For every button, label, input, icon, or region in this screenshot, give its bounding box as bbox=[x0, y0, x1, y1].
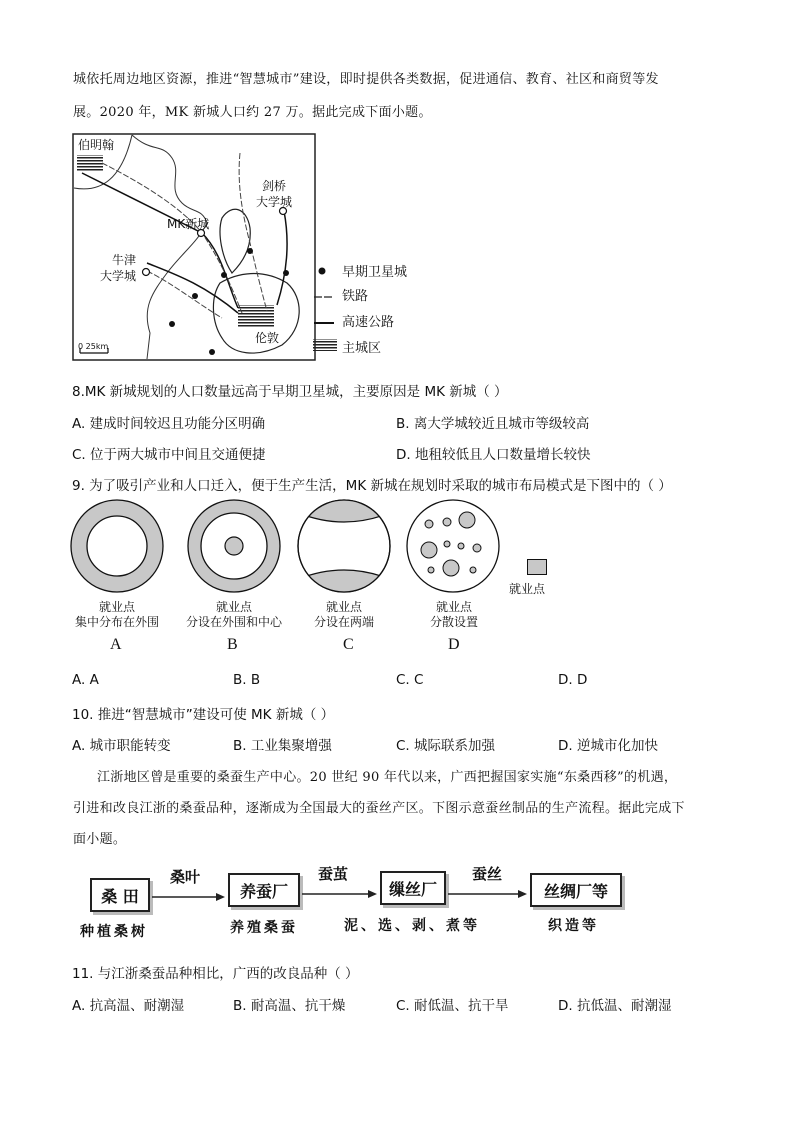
q8-option-d[interactable]: D. 地租较低且人口数量增长较快 bbox=[396, 447, 591, 463]
flow-arrow-label-cocoons: 蚕茧 bbox=[318, 865, 349, 883]
diagram-c-cap1: 就业点 bbox=[325, 600, 362, 614]
legend-main-city-icon bbox=[313, 337, 337, 351]
satellite-town bbox=[247, 248, 253, 254]
q11-option-c[interactable]: C. 耐低温、抗干旱 bbox=[396, 998, 509, 1014]
layout-diagram-d bbox=[405, 498, 501, 594]
layout-diagram-b bbox=[186, 498, 282, 594]
q10-option-d[interactable]: D. 逆城市化加快 bbox=[558, 738, 658, 754]
q10-option-c[interactable]: C. 城际联系加强 bbox=[396, 738, 496, 754]
job-site-legend-icon bbox=[527, 559, 547, 575]
diagram-d-cap2: 分散设置 bbox=[429, 615, 478, 629]
q9-option-d[interactable]: D. D bbox=[558, 672, 588, 688]
q8-option-a[interactable]: A. 建成时间较迟且功能分区明确 bbox=[72, 416, 266, 432]
q8-stem: 8.MK 新城规划的人口数量远高于早期卫星城，主要原因是 MK 新城（ ） bbox=[72, 384, 508, 400]
map-label-cambridge-1: 剑桥 bbox=[262, 179, 287, 193]
satellite-town bbox=[283, 270, 289, 276]
layout-diagram-c bbox=[296, 498, 392, 594]
layout-diagram-a bbox=[69, 498, 165, 594]
q8-option-c[interactable]: C. 位于两大城市中间且交通便捷 bbox=[72, 447, 266, 463]
q9-option-a[interactable]: A. A bbox=[72, 672, 99, 688]
flow-arrow-label-mulberry-leaves: 桑叶 bbox=[170, 868, 201, 886]
london-main-city bbox=[238, 305, 274, 327]
flow-sub-plant-mulberry: 种植桑树 bbox=[80, 924, 148, 940]
q11-option-d[interactable]: D. 抗低温、耐潮湿 bbox=[558, 998, 672, 1014]
q11-option-b[interactable]: B. 耐高温、抗干燥 bbox=[233, 998, 346, 1014]
legend-satellite-label: 早期卫星城 bbox=[342, 265, 408, 280]
q10-option-b[interactable]: B. 工业集聚增强 bbox=[233, 738, 332, 754]
satellite-town bbox=[169, 321, 175, 327]
q8-option-b[interactable]: B. 离大学城较近且城市等级较高 bbox=[396, 416, 590, 432]
passage2-line-1: 江浙地区曾是重要的桑蚕生产中心。20 世纪 90 年代以来，广西把握国家实施“东桑西移”的机遇， bbox=[97, 770, 678, 785]
diagram-b-cap2: 分设在外围和中心 bbox=[185, 615, 282, 629]
flow-sub-weaving: 织造等 bbox=[548, 918, 599, 934]
flow-arrow-3 bbox=[448, 884, 528, 894]
flow-box-silkworm-farm: 养蚕厂 bbox=[228, 873, 300, 907]
q9-option-c[interactable]: C. C bbox=[396, 672, 424, 688]
flow-arrow-label-silk: 蚕丝 bbox=[472, 865, 503, 883]
q11-stem: 11. 与江浙桑蚕品种相比，广西的改良品种（ ） bbox=[72, 966, 359, 982]
legend-railway-label: 铁路 bbox=[342, 289, 369, 304]
satellite-town bbox=[221, 272, 227, 278]
diagram-a-cap2: 集中分布在外围 bbox=[74, 615, 159, 629]
q9-option-b[interactable]: B. B bbox=[233, 672, 261, 688]
diagram-c-letter: C bbox=[343, 636, 354, 653]
map-label-bletchley: 伯明翰 bbox=[78, 138, 115, 152]
flow-sub-raise-silkworms: 养殖桑蚕 bbox=[230, 920, 298, 936]
legend-highway-icon bbox=[313, 313, 335, 323]
legend-highway-label: 高速公路 bbox=[342, 315, 395, 330]
map-frame bbox=[73, 134, 315, 360]
bletchley-main-city bbox=[77, 155, 103, 171]
flow-box-mulberry-field: 桑 田 bbox=[90, 878, 150, 912]
uk-map-svg bbox=[72, 133, 316, 361]
satellite-town bbox=[209, 349, 215, 355]
legend-satellite-icon bbox=[316, 262, 328, 274]
passage2-line-3: 面小题。 bbox=[73, 832, 127, 847]
flow-arrow-2 bbox=[302, 884, 378, 894]
diagram-d-letter: D bbox=[448, 636, 460, 653]
diagram-b-cap1: 就业点 bbox=[215, 600, 252, 614]
q10-option-a[interactable]: A. 城市职能转变 bbox=[72, 738, 171, 754]
q9-stem: 9. 为了吸引产业和人口迁入，便于生产生活，MK 新城在规划时采取的城市布局模式是下图中的（ ） bbox=[72, 478, 672, 494]
map-scale-label: 0 25km bbox=[78, 342, 109, 351]
flow-box-reeling-mill: 缫丝厂 bbox=[380, 871, 446, 905]
intro-line-2: 展。2020 年，MK 新城人口约 27 万。据此完成下面小题。 bbox=[73, 105, 432, 120]
satellite-town bbox=[192, 293, 198, 299]
flow-box-silk-factory: 丝绸厂等 bbox=[530, 873, 622, 907]
q11-option-a[interactable]: A. 抗高温、耐潮湿 bbox=[72, 998, 185, 1014]
diagram-c-cap2: 分设在两端 bbox=[313, 615, 374, 629]
q10-stem: 10. 推进“智慧城市”建设可使 MK 新城（ ） bbox=[72, 707, 335, 723]
legend-railway-icon bbox=[313, 287, 335, 297]
map-label-london: 伦敦 bbox=[255, 331, 280, 345]
diagram-a-cap1: 就业点 bbox=[98, 600, 135, 614]
flow-sub-reeling-steps: 泥、选、剥、煮等 bbox=[344, 918, 480, 934]
passage2-line-2: 引进和改良江浙的桑蚕品种，逐渐成为全国最大的蚕丝产区。下图示意蚕丝制品的生产流程。据此完成下 bbox=[73, 801, 685, 816]
legend-main-city-label: 主城区 bbox=[342, 341, 382, 356]
map-label-mk: MK新城 bbox=[167, 217, 210, 231]
diagram-d-cap1: 就业点 bbox=[435, 600, 472, 614]
diagram-b-letter: B bbox=[227, 636, 238, 653]
flow-arrow-1 bbox=[152, 887, 226, 897]
oxford-marker bbox=[143, 269, 150, 276]
map-label-oxford-1: 牛津 bbox=[112, 253, 137, 267]
map-label-cambridge-2: 大学城 bbox=[256, 195, 293, 209]
job-site-legend-label: 就业点 bbox=[509, 582, 546, 596]
map-label-oxford-2: 大学城 bbox=[100, 269, 137, 283]
map-figure bbox=[72, 133, 316, 361]
diagram-a-letter: A bbox=[110, 636, 122, 653]
intro-line-1: 城依托周边地区资源，推进“智慧城市”建设，即时提供各类数据，促进通信、教育、社区和商贸等发 bbox=[73, 72, 659, 87]
